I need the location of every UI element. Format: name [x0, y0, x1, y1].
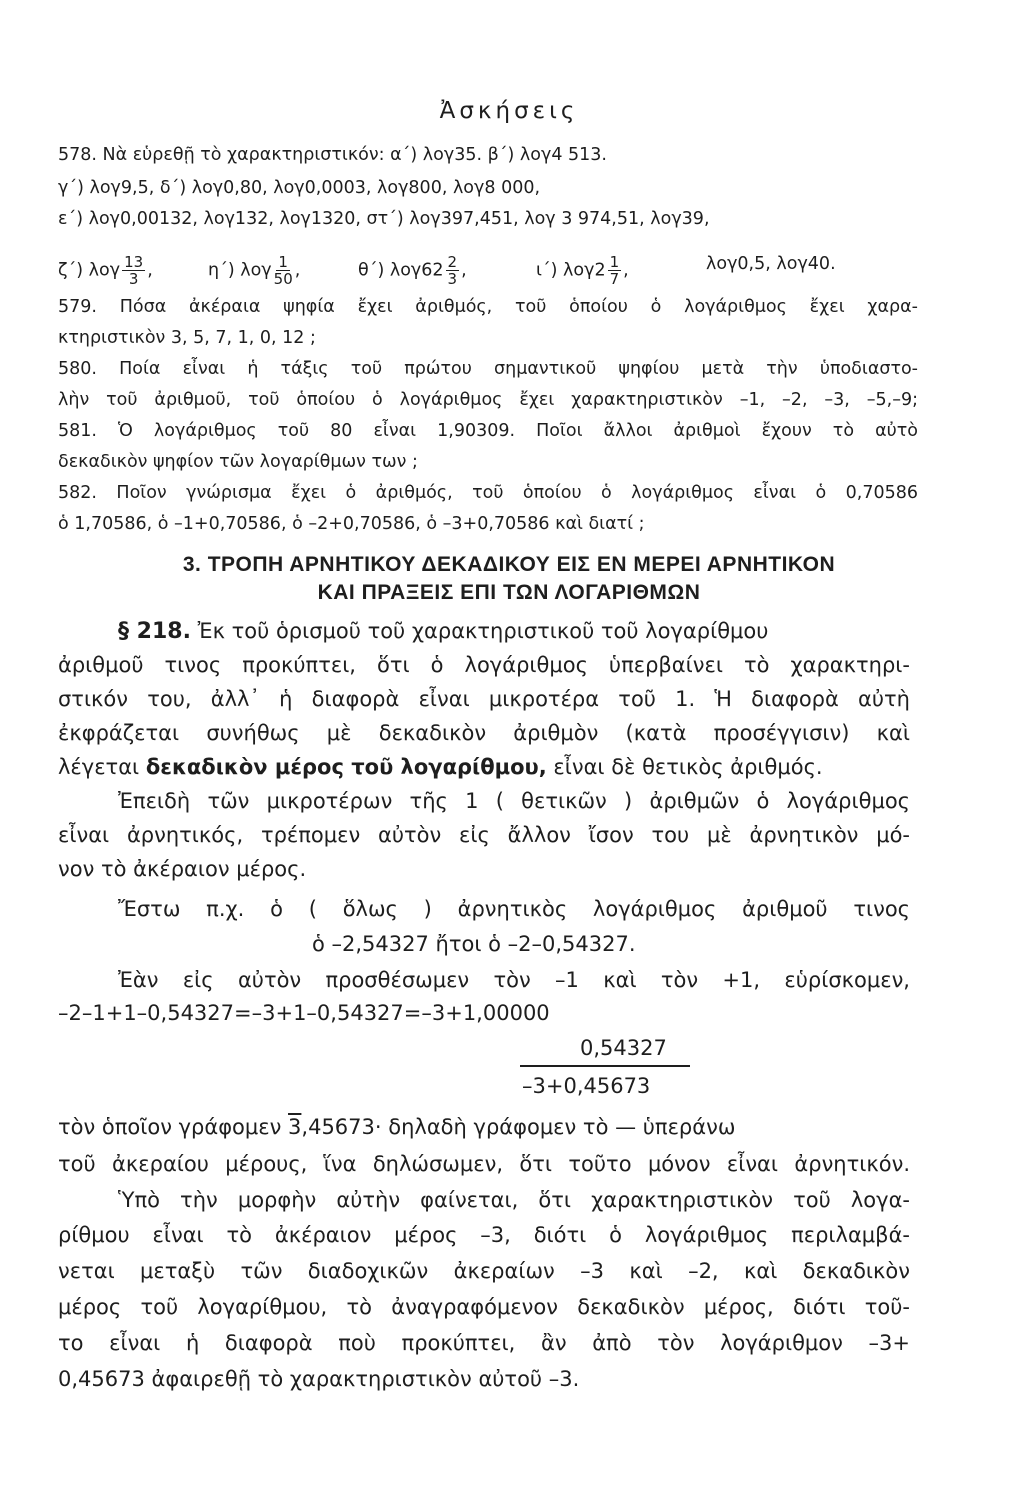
exercise-578-line-2: γ΄) λογ9,5, δ΄) λογ0,80, λογ0,0003, λογ800, λογ8 000,	[58, 178, 541, 198]
calc-divider	[520, 1065, 690, 1067]
section-title-line-2: ΚΑΙ ΠΡΑΞΕΙΣ ΕΠΙ ΤΩΝ ΛΟΓΑΡΙΘΜΩΝ	[317, 581, 701, 604]
exercise-578-line-3: ε΄) λογ0,00132, λογ132, λογ1320, στ΄) λογ397,451, λογ 3 974,51, λογ39,	[58, 209, 710, 229]
body-line-17: Ὑπὸ τὴν μορφὴν αὐτὴν φαίνεται, ὅτι χαρακτηριστικὸν τοῦ λογα-	[118, 1188, 910, 1212]
body-line-20: μέρος τοῦ λογαρίθμου, τὸ ἀναγραφόμενον δεκαδικὸν μέρος, διότι τοῦ-	[58, 1295, 910, 1319]
exercise-582-line-2: ὁ 1,70586, ὁ –1+0,70586, ὁ –2+0,70586, ὁ –3+0,70586 καὶ διατί ;	[58, 514, 645, 534]
exercise-578-line-1: 578. Νὰ εὑρεθῇ τὸ χαρακτηριστικόν: α΄) λογ35. β΄) λογ4 513.	[58, 145, 607, 165]
body-line-10: ὁ –2,54327 ἤτοι ὁ –2–0,54327.	[312, 932, 636, 956]
fraction-13-3: $\frac{13}{3}$	[124, 253, 144, 288]
body-line-19: νεται μεταξὺ τῶν διαδοχικῶν ἀκεραίων –3 καὶ –2, καὶ δεκαδικὸν	[58, 1259, 910, 1283]
item-i: ι΄) λογ2 $\frac{1}{7}$ ,	[536, 253, 629, 288]
item-h: η΄) λογ $\frac{1}{50}$ ,	[208, 253, 301, 288]
section-title-line-1: 3. ΤΡΟΠΗ ΑΡΝΗΤΙΚΟΥ ΔΕΚΑΔΙΚΟΥ ΕΙΣ ΕΝ ΜΕΡΕΙ ΑΡΝΗΤΙΚΟΝ	[182, 553, 836, 576]
exercise-579-line-1: 579. Πόσα ἀκέραια ψηφία ἔχει ἀριθμός, τοῦ ὁποίου ὁ λογάριθμος ἔχει χαρα-	[58, 297, 918, 317]
exercise-579-line-2: κτηριστικὸν 3, 5, 7, 1, 0, 12 ;	[58, 328, 316, 348]
calc-line-1: –2–1+1–0,54327=–3+1–0,54327=–3+1,00000	[58, 1001, 550, 1025]
body-line-22: 0,45673 ἀφαιρεθῇ τὸ χαρακτηριστικὸν αὐτοῦ –3.	[58, 1367, 580, 1391]
body-line-3: στικόν του, ἀλλ᾽ ἡ διαφορὰ εἶναι μικροτέρα τοῦ 1. Ἡ διαφορὰ αὐτὴ	[58, 687, 910, 711]
calc-line-3: –3+0,45673	[522, 1074, 651, 1098]
body-line-9: Ἔστω π.χ. ὁ ( ὅλως ) ἀρνητικὸς λογάριθμος ἀριθμοῦ τινος	[118, 897, 910, 921]
body-line-8: νον τὸ ἀκέραιον μέρος.	[58, 857, 307, 881]
calc-line-2: 0,54327	[580, 1036, 667, 1060]
body-line-7: εἶναι ἀρνητικός, τρέπομεν αὐτὸν εἰς ἄλλον ἴσον του μὲ ἀρνητικὸν μό-	[58, 823, 910, 847]
exercise-578-line-4	[58, 240, 938, 290]
exercise-581-line-2: δεκαδικὸν ψηφίον τῶν λογαρίθμων των ;	[58, 452, 418, 472]
negative-characteristic-notation: 3,45673·	[288, 1115, 382, 1139]
paragraph-number: § 218.	[118, 619, 191, 644]
body-line-4: ἐκφράζεται συνήθως μὲ δεκαδικὸν ἀριθμὸν (κατὰ προσέγγισιν) καὶ	[58, 721, 910, 745]
body-line-21: το εἶναι ἡ διαφορὰ ποὺ προκύπτει, ἂν ἀπὸ τὸν λογάριθμον –3+	[58, 1331, 910, 1355]
body-line-6: Ἐπειδὴ τῶν μικροτέρων τῆς 1 ( θετικῶν ) ἀριθμῶν ὁ λογάριθμος	[118, 789, 910, 813]
exercise-581-line-1: 581. Ὁ λογάριθμος τοῦ 80 εἶναι 1,90309. Ποῖοι ἄλλοι ἀριθμοὶ ἔχουν τὸ αὐτὸ	[58, 421, 918, 441]
exercise-580-line-2: λὴν τοῦ ἀριθμοῦ, τοῦ ὁποίου ὁ λογάριθμος ἔχει χαρακτηριστικὸν –1, –2, –3, –5,–9;	[58, 390, 918, 410]
exercise-580-line-1: 580. Ποία εἶναι ἡ τάξις τοῦ πρώτου σημαντικοῦ ψηφίου μετὰ τὴν ὑποδιαστο-	[58, 359, 918, 379]
fraction-1-7: $\frac{1}{7}$	[609, 253, 620, 288]
body-line-16: τοῦ ἀκεραίου μέρους, ἵνα δηλώσωμεν, ὅτι τοῦτο μόνον εἶναι ἀρνητικόν.	[58, 1152, 910, 1176]
body-line-5: λέγεται δεκαδικὸν μέρος τοῦ λογαρίθμου, εἶναι δὲ θετικὸς ἀριθμός.	[58, 755, 823, 779]
body-line-11: Ἐὰν εἰς αὐτὸν προσθέσωμεν τὸν –1 καὶ τὸν +1, εὑρίσκομεν,	[118, 968, 910, 992]
exercises-title: Ἀσκήσεις	[439, 98, 579, 124]
body-line-18: ρίθμου εἶναι τὸ ἀκέραιον μέρος –3, διότι ὁ λογάριθμος περιλαμβά-	[58, 1223, 910, 1247]
fraction-2-3: $\frac{2}{3}$	[447, 253, 458, 288]
item-z: ζ΄) λογ $\frac{13}{3}$ ,	[58, 253, 153, 288]
fraction-1-50: $\frac{1}{50}$	[273, 253, 293, 288]
body-line-15: τὸν ὁποῖον γράφομεν 3,45673· δηλαδὴ γράφομεν τὸ — ὑπεράνω	[58, 1115, 736, 1139]
bold-term: δεκαδικὸν μέρος τοῦ λογαρίθμου,	[145, 755, 547, 779]
exercise-582-line-1: 582. Ποῖον γνώρισμα ἔχει ὁ ἀριθμός, τοῦ ὁποίου ὁ λογάριθμος εἶναι ὁ 0,70586	[58, 483, 918, 503]
body-line-2: ἀριθμοῦ τινος προκύπτει, ὅτι ὁ λογάριθμος ὑπερβαίνει τὸ χαρακτηρι-	[58, 653, 910, 677]
item-tail: λογ0,5, λογ40.	[706, 254, 836, 274]
paragraph-218-line-1: § 218. Ἐκ τοῦ ὁρισμοῦ τοῦ χαρακτηριστικοῦ τοῦ λογαρίθμου	[118, 619, 769, 644]
item-th: θ΄) λογ62 $\frac{2}{3}$ ,	[358, 253, 467, 288]
